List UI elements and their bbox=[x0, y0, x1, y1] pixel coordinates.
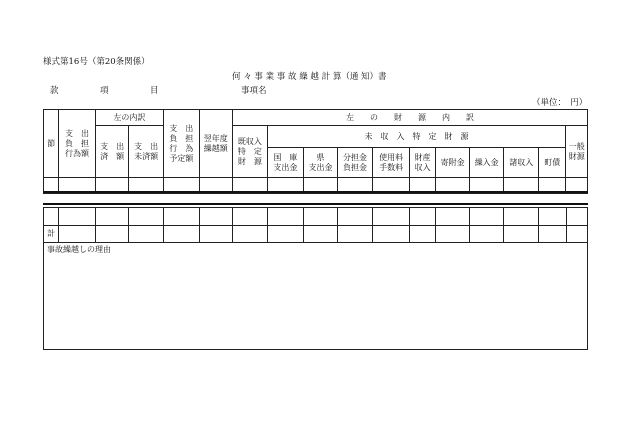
header-shiyouryou: 使用料 手数料 bbox=[373, 148, 410, 178]
header-kishuunyu: 既収入 特 定 財 源 bbox=[233, 126, 268, 178]
label-jikoumei: 事項名 bbox=[241, 86, 267, 96]
label-moku: 目 bbox=[150, 86, 159, 96]
label-kan: 款 bbox=[50, 86, 59, 96]
header-shishutsu-zumi: 支 出 済 額 bbox=[95, 126, 129, 178]
header-kokko: 国 庫 支出金 bbox=[267, 148, 304, 178]
header-ippan: 一般 財源 bbox=[566, 126, 588, 178]
break-line-top bbox=[43, 191, 588, 193]
header-kurirekin: 繰入金 bbox=[469, 148, 504, 178]
header-shoshuunyu: 諸収入 bbox=[504, 148, 539, 178]
header-hidari-uchiwake: 左の内訳 bbox=[95, 110, 163, 126]
header-setsu: 節 bbox=[44, 110, 59, 178]
label-kou: 項 bbox=[100, 86, 109, 96]
header-kifukin: 寄附金 bbox=[436, 148, 470, 178]
body-table bbox=[43, 207, 588, 243]
header-chosai: 町債 bbox=[539, 148, 566, 178]
header-zaigen-uchiwake: 左 の 財 源 内 訳 bbox=[233, 110, 588, 126]
reason-box bbox=[43, 242, 588, 350]
table-row bbox=[44, 208, 588, 226]
header-shishutsu-futan: 支 出 負 担 行為額 bbox=[59, 110, 96, 178]
header-ken: 県 支出金 bbox=[304, 148, 338, 178]
form-number: 様式第16号（第20条関係） bbox=[43, 57, 150, 67]
header-table bbox=[43, 109, 588, 194]
header-yotei: 支 出 負 担 行 為 予定額 bbox=[163, 110, 199, 178]
total-label: 計 bbox=[44, 226, 59, 243]
break-line-bottom bbox=[43, 203, 588, 205]
unit-label: （単位： 円） bbox=[532, 98, 588, 108]
document-title: 何 々 事 業 事 故 繰 越 計 算（通 知）書 bbox=[232, 72, 387, 82]
header-zaisan: 財産 収入 bbox=[409, 148, 435, 178]
header-mishuunyu: 未 収 入 特 定 財 源 bbox=[267, 126, 566, 148]
reason-label: 事故繰越しの理由 bbox=[47, 245, 111, 254]
header-kurikoshi: 翌年度 繰越額 bbox=[199, 110, 233, 178]
total-row bbox=[44, 226, 588, 243]
header-bunatan: 分担金 負担金 bbox=[337, 148, 373, 178]
header-shishutsu-mizumi: 支 出 未済額 bbox=[129, 126, 164, 178]
